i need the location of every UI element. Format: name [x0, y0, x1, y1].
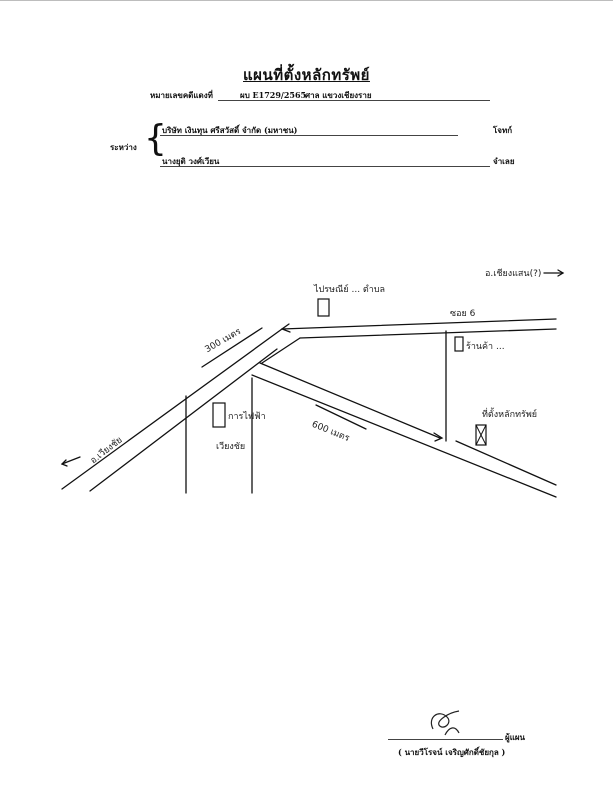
north-destination-label: อ.เชียงแสน(?) — [485, 269, 542, 279]
case-number: ผบ E1729/2565 — [240, 90, 307, 100]
top-road-edge-upper — [282, 319, 556, 329]
shop-label: ร้านค้า ... — [466, 342, 505, 352]
plaintiff-role: โจทก์ — [493, 125, 513, 135]
defendant-name: นางยุติ วงศ์เวียน — [162, 156, 220, 166]
post-office-label: ไปรษณีย์ ... ตำบล — [314, 285, 386, 295]
post-office-box — [318, 299, 329, 316]
branch-road-edge-lower — [252, 375, 556, 497]
signature-mark — [425, 707, 465, 743]
shop-box — [455, 337, 463, 351]
electricity-office-box — [213, 403, 225, 427]
case-label: หมายเลขคดีแดงที่ — [150, 90, 213, 100]
top-road-arrow-head — [282, 324, 290, 332]
between-label: ระหว่าง — [110, 142, 137, 152]
plaintiff-name: บริษัท เงินทุน ศรีสวัสดิ์ จำกัด (มหาชน) — [162, 125, 298, 135]
distance-middle-label: 600 เมตร — [310, 419, 351, 444]
signer-name: ( นายวีโรจน์ เจริญศักดิ์ชัยกุล ) — [398, 747, 506, 757]
branch-road-edge-upper — [260, 363, 440, 438]
brace: { — [144, 118, 167, 159]
branch-road-join — [262, 338, 300, 363]
signature-underline — [388, 739, 503, 740]
collateral-label: ที่ตั้งหลักทรัพย์ — [482, 410, 538, 420]
distance-top-left-label: 300 เมตร — [203, 326, 243, 356]
electricity-office-label-2: เวียงชัย — [216, 442, 246, 452]
page-title: แผนที่ตั้งหลักทรัพย์ — [243, 66, 370, 84]
west-destination-label: อ.เวียงชัย — [88, 435, 125, 467]
soi-label: ซอย 6 — [450, 309, 476, 319]
defendant-role: จำเลย — [493, 156, 515, 166]
court-name: ศาล แขวงเชียงราย — [305, 90, 372, 100]
signature-role: ผู้แผน — [505, 732, 525, 742]
location-map — [0, 1, 613, 801]
electricity-office-label-1: การไฟฟ้า — [228, 412, 266, 422]
top-road-edge-lower — [300, 329, 556, 338]
